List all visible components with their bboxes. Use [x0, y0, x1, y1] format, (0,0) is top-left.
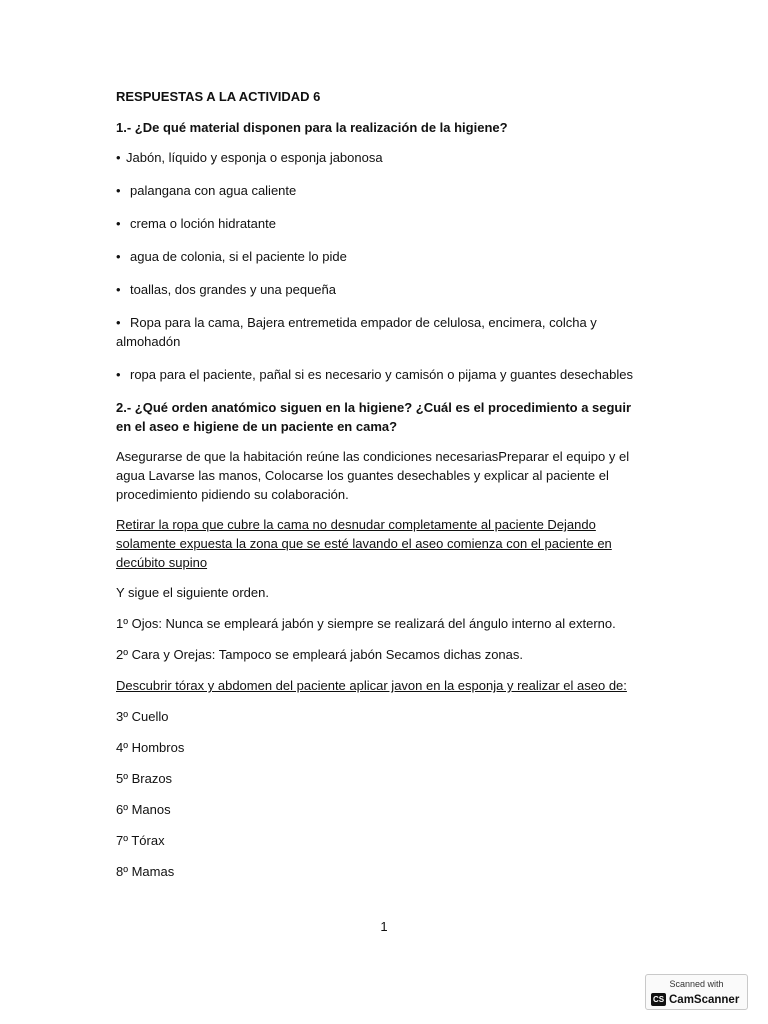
procedure-paragraph-underlined: Retirar la ropa que cubre la cama no desnudar completamente al paciente Dejando solamente expuesta la zona que se esté lavando el aseo comienza con el paciente en decúbito supino: [116, 517, 612, 570]
step-item: 7º Tórax: [116, 833, 165, 848]
bullet-icon: •: [116, 183, 121, 198]
step-item: 8º Mamas: [116, 864, 175, 879]
bullet-icon: •: [116, 150, 121, 165]
bullet-icon: •: [116, 216, 121, 231]
camscanner-watermark: [645, 974, 748, 1010]
question-2: 2.- ¿Qué orden anatómico siguen en la higiene? ¿Cuál es el procedimiento a seguir en el aseo e higiene de un paciente en cama?: [116, 400, 632, 434]
list-item: • Ropa para la cama, Bajera entremetida empador de celulosa, encimera, colcha y almohadón: [116, 315, 597, 349]
watermark-caption: Scanned with: [669, 979, 724, 989]
bullet-icon: •: [116, 367, 121, 382]
step-item: 3º Cuello: [116, 709, 169, 724]
bullet-icon: •: [116, 249, 121, 264]
bullet-icon: •: [116, 282, 121, 297]
step-item: 2º Cara y Orejas: Tampoco se empleará jabón Secamos dichas zonas.: [116, 647, 523, 662]
step-item: 5º Brazos: [116, 771, 173, 786]
list-item: • Jabón, líquido y esponja o esponja jabonosa: [116, 150, 383, 165]
step-item: 6º Manos: [116, 802, 171, 817]
step-item: 4º Hombros: [116, 740, 185, 755]
bullet-icon: •: [116, 315, 121, 330]
procedure-paragraph-underlined: Descubrir tórax y abdomen del paciente aplicar javon en la esponja y realizar el aseo de:: [116, 678, 627, 693]
list-item: • ropa para el paciente, pañal si es necesario y camisón o pijama y guantes desechables: [116, 367, 633, 382]
list-item: • agua de colonia, si el paciente lo pide: [116, 249, 347, 264]
camscanner-logo-icon: CS: [652, 995, 665, 1004]
list-item: • palangana con agua caliente: [116, 183, 297, 198]
procedure-paragraph: Asegurarse de que la habitación reúne las condiciones necesariasPreparar el equipo y el agua Lavarse las manos, Colocarse los guantes desechables y explicar al paciente el procedimiento pidiendo su colaboración.: [116, 449, 630, 502]
question-1: 1.- ¿De qué material disponen para la realización de la higiene?: [116, 120, 508, 135]
document-title: RESPUESTAS A LA ACTIVIDAD 6: [116, 89, 321, 104]
step-item: 1º Ojos: Nunca se empleará jabón y siempre se realizará del ángulo interno al externo.: [116, 616, 616, 631]
order-intro: Y sigue el siguiente orden.: [116, 585, 269, 600]
page-number: 1: [380, 919, 388, 934]
document-page: [116, 87, 646, 893]
watermark-brand: CamScanner: [669, 994, 740, 1006]
list-item: • toallas, dos grandes y una pequeña: [116, 282, 336, 297]
list-item: • crema o loción hidratante: [116, 216, 276, 231]
